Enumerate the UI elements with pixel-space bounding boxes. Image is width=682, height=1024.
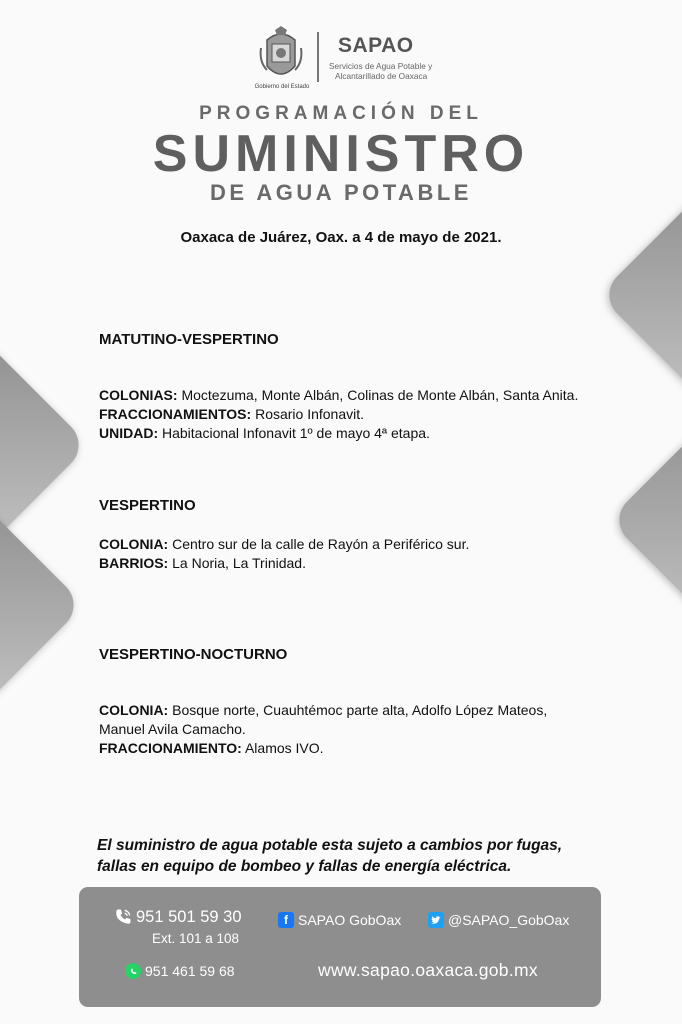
facebook-icon: f <box>278 912 294 928</box>
facebook-link[interactable] <box>278 912 401 928</box>
header-logos <box>0 26 682 96</box>
section-line <box>99 536 469 552</box>
phone-number: 951 501 59 30 <box>136 907 242 926</box>
line-text: Manuel Avila Camacho. <box>99 721 246 737</box>
whatsapp-contact[interactable] <box>125 963 235 979</box>
title-main: SUMINISTRO <box>152 125 530 183</box>
twitter-handle: @SAPAO_GobOax <box>448 912 570 928</box>
state-coat-of-arms-logo <box>257 26 305 90</box>
title-line1: PROGRAMACIÓN DEL <box>199 103 483 124</box>
line-text: Rosario Infonavit. <box>251 406 365 422</box>
line-label: COLONIA: <box>99 702 169 718</box>
twitter-icon <box>428 912 444 928</box>
website-link[interactable]: www.sapao.oaxaca.gob.mx <box>318 960 538 980</box>
section-title-vespertino-nocturno: VESPERTINO-NOCTURNO <box>99 646 288 663</box>
line-label: COLONIA: <box>99 536 169 552</box>
date-line: Oaxaca de Juárez, Oax. a 4 de mayo de 2021. <box>180 229 502 246</box>
line-label: BARRIOS: <box>99 555 169 571</box>
phone-extension: Ext. 101 a 108 <box>152 931 240 946</box>
section-title-matutino-vespertino: MATUTINO-VESPERTINO <box>99 331 279 348</box>
line-text: Bosque norte, Cuauhtémoc parte alta, Adolfo López Mateos, <box>168 702 548 718</box>
org-name: SAPAO <box>338 34 414 57</box>
logo-divider <box>317 32 319 82</box>
line-text: Habitacional Infonavit 1º de mayo 4ª etapa. <box>158 425 430 441</box>
section-line <box>99 406 364 422</box>
section-line <box>99 425 430 441</box>
disclaimer-line2: fallas en equipo de bombeo y fallas de energía eléctrica. <box>97 858 512 875</box>
disclaimer-line1: El suministro de agua potable esta sujeto a cambios por fugas, <box>97 837 563 854</box>
section-line <box>99 387 578 403</box>
decorative-diamond-right-bottom <box>609 379 682 662</box>
section-line <box>99 702 547 718</box>
line-label: FRACCIONAMIENTOS: <box>99 406 252 422</box>
line-label: FRACCIONAMIENTO: <box>99 740 242 756</box>
section-line <box>99 555 306 571</box>
title-line3: DE AGUA POTABLE <box>210 180 472 205</box>
whatsapp-number: 951 461 59 68 <box>145 963 235 979</box>
line-text: La Noria, La Trinidad. <box>168 555 306 571</box>
phone-contact[interactable] <box>113 907 242 927</box>
whatsapp-icon <box>125 963 141 979</box>
line-text: Alamos IVO. <box>241 740 324 756</box>
line-text: Centro sur de la calle de Rayón a Periférico sur. <box>168 536 470 552</box>
gobierno-caption: Gobierno del Estado <box>254 84 310 90</box>
line-label: COLONIAS: <box>99 387 178 403</box>
contact-footer <box>79 887 601 1007</box>
twitter-link[interactable] <box>428 912 569 928</box>
org-subtitle-line1: Servicios de Agua Potable y <box>329 61 433 71</box>
section-title-vespertino: VESPERTINO <box>99 497 196 514</box>
phone-icon <box>113 907 133 927</box>
line-label: UNIDAD: <box>99 425 159 441</box>
section-line <box>99 721 246 737</box>
facebook-handle: SAPAO GobOax <box>298 912 402 928</box>
section-line <box>99 740 324 756</box>
line-text: Moctezuma, Monte Albán, Colinas de Monte Albán, Santa Anita. <box>177 387 579 403</box>
org-subtitle-line2: Alcantarillado de Oaxaca <box>335 71 428 81</box>
